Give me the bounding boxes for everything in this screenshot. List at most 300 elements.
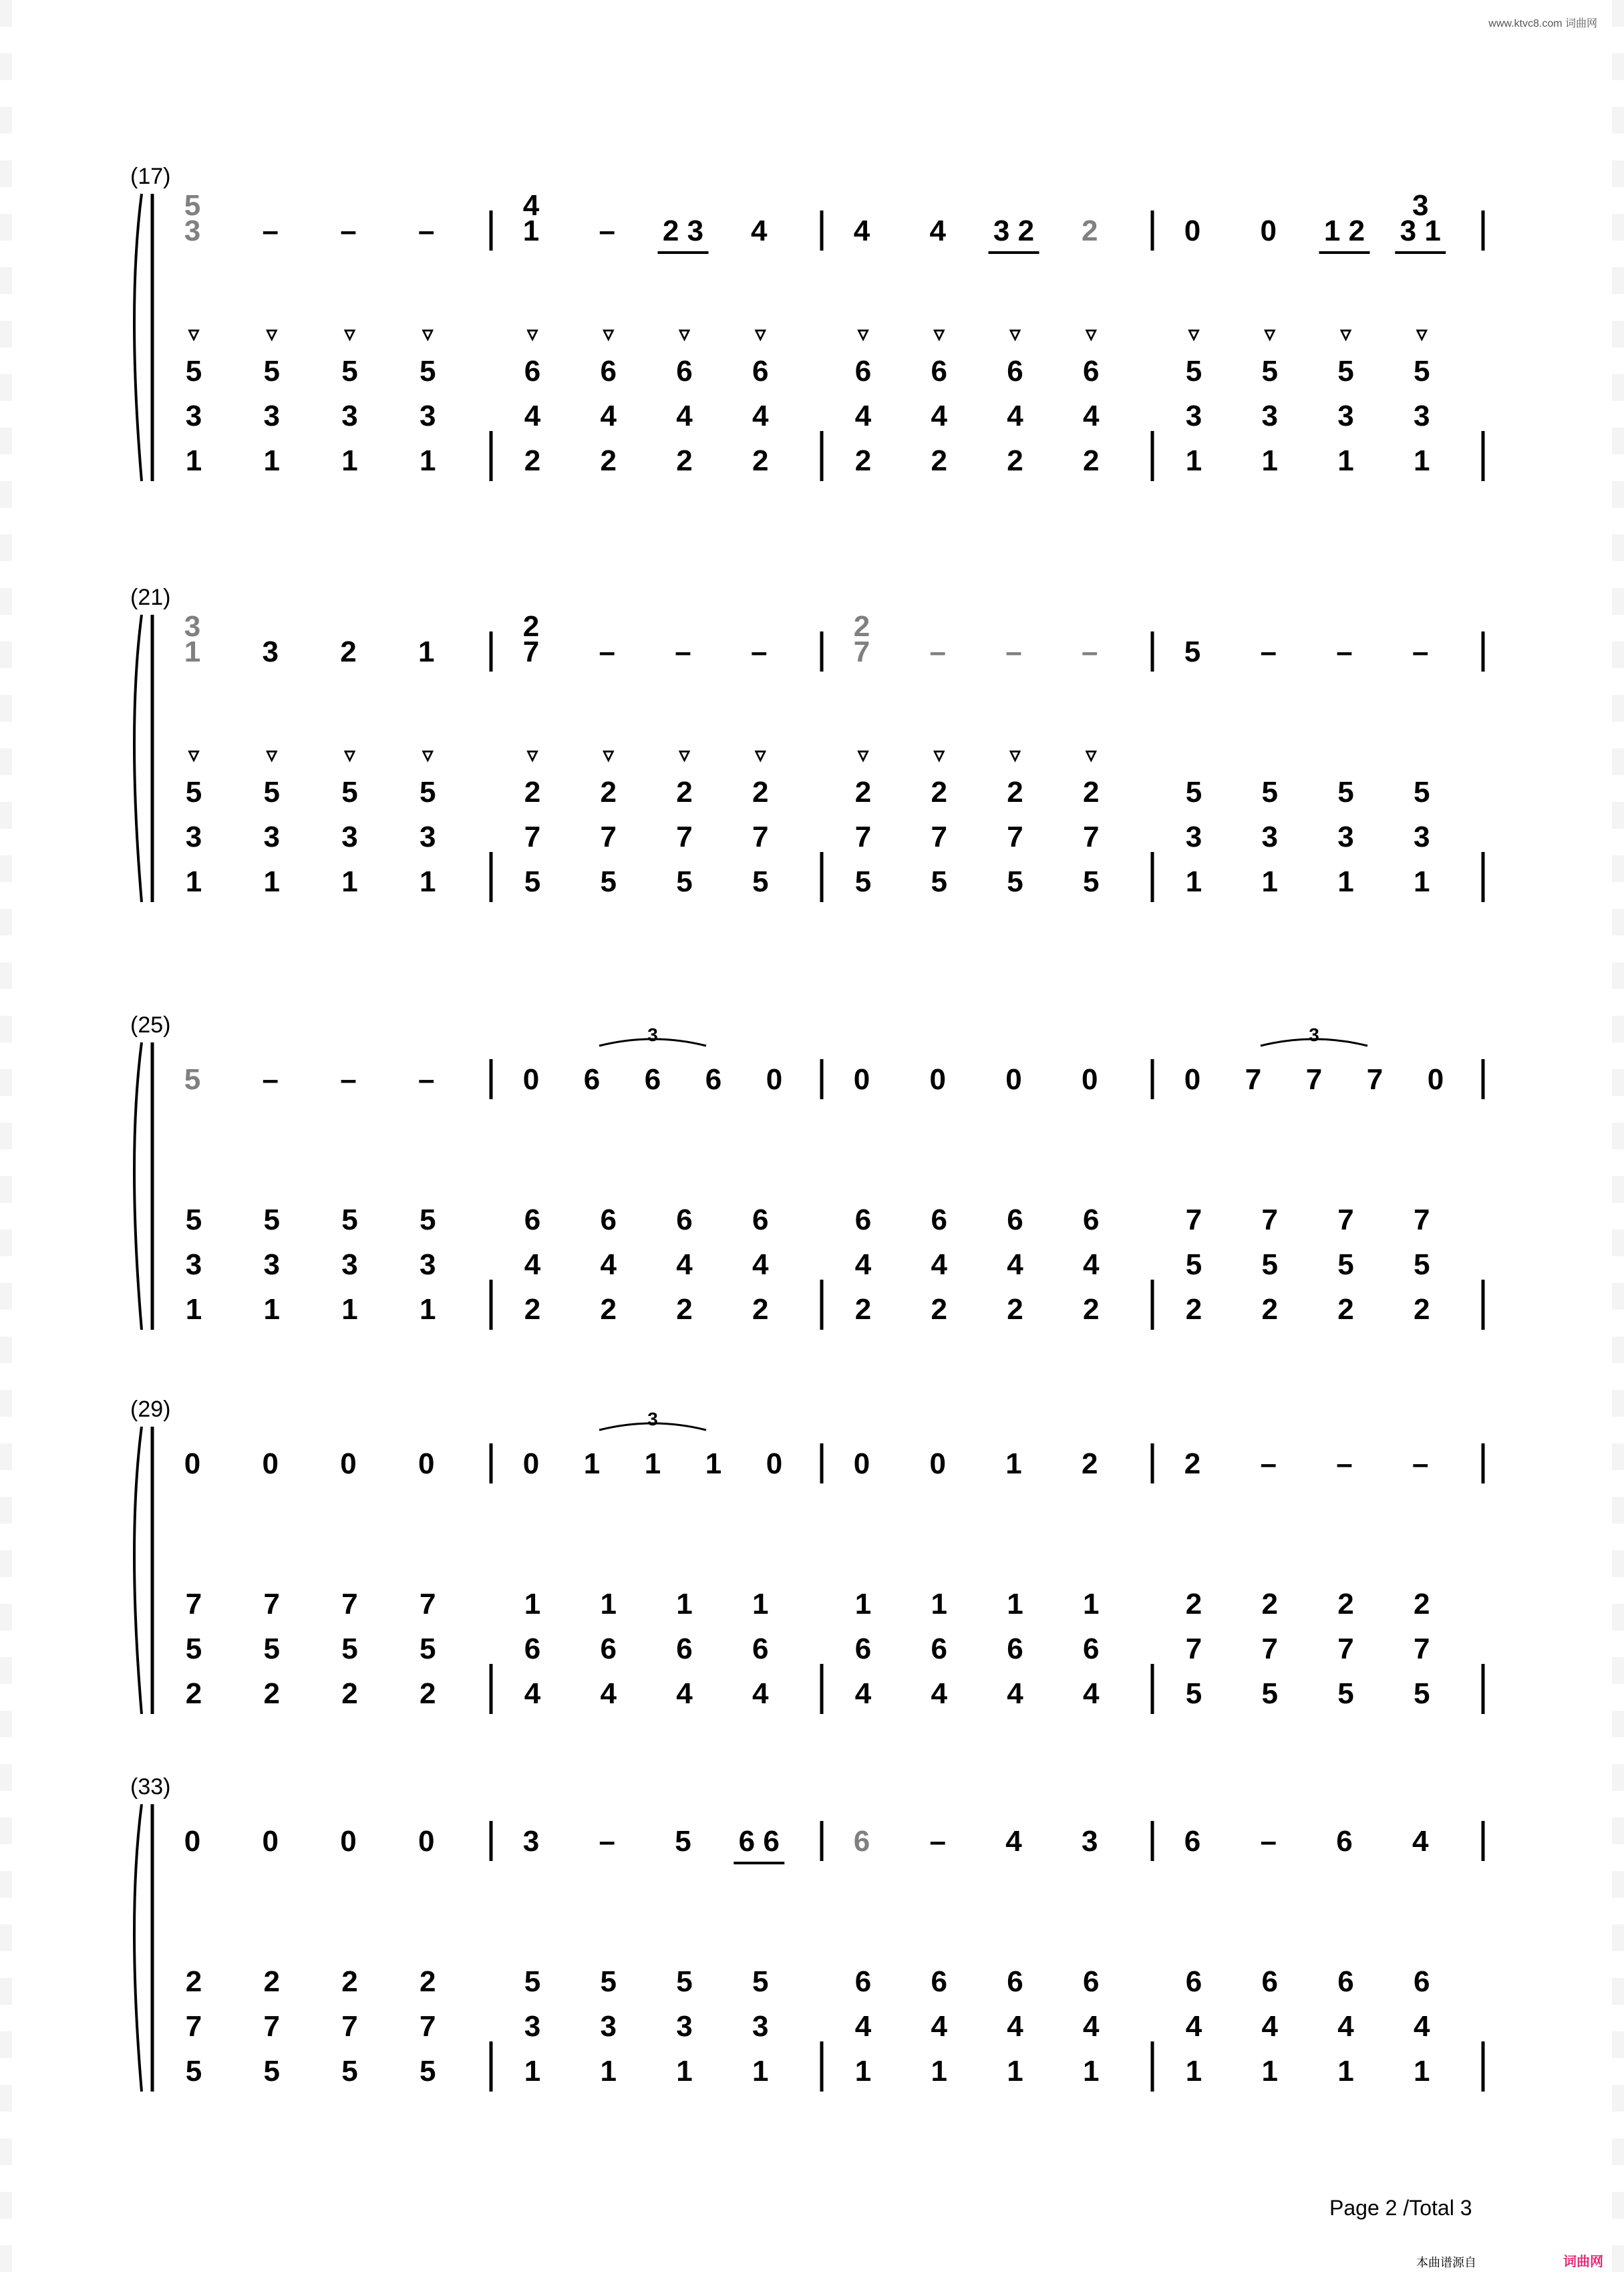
accent-mark: ▿ (344, 321, 355, 345)
chord-note: 5 (1414, 776, 1430, 809)
melody-note: 0 (262, 1825, 279, 1858)
source-label: 本曲谱源自 (1416, 2256, 1476, 2269)
chord-note: 1 (524, 1588, 541, 1620)
chord-note: 3 (420, 1248, 436, 1281)
melody-note: 3 1 (1400, 215, 1441, 247)
system-number: (17) (130, 164, 171, 189)
chord-note: 1 (185, 444, 202, 477)
chord-note: 7 (854, 821, 872, 853)
chord-note: 1 (1337, 2055, 1354, 2088)
chord-note: 5 (185, 1632, 202, 1665)
chord-note: 3 (1414, 821, 1430, 853)
chord-note: 5 (341, 1632, 358, 1665)
chord-note: 2 (600, 1293, 617, 1326)
chord-note: 1 (1261, 444, 1278, 477)
chord-note: 2 (1007, 444, 1023, 477)
melody-note: – (340, 1063, 357, 1096)
melody-note: 7 (522, 635, 540, 668)
melody-note: – (262, 215, 279, 247)
chord-note: 2 (1185, 1293, 1202, 1326)
melody-note: – (751, 635, 768, 668)
chord-note: 3 (1337, 400, 1354, 432)
chord-note: 2 (752, 444, 769, 477)
melody-note: 3 2 (993, 215, 1035, 247)
chord-note: 7 (1337, 1632, 1354, 1665)
chord-note: 6 (1007, 355, 1023, 388)
chord-note: 5 (1414, 1248, 1430, 1281)
accent-mark: ▿ (857, 742, 869, 766)
chord-note: 2 (600, 776, 617, 809)
chord-note: 1 (1083, 2055, 1100, 2088)
chord-note: 6 (1083, 1203, 1100, 1236)
chord-note: 6 (524, 1203, 541, 1236)
chord-note: 7 (1185, 1203, 1202, 1236)
chord-note: 2 (600, 444, 617, 477)
chord-note: 6 (1083, 355, 1100, 388)
accent-mark: ▿ (526, 742, 538, 766)
accent-mark: ▿ (1416, 321, 1428, 345)
melody-note: 0 (766, 1063, 783, 1096)
chord-note: 6 (854, 1632, 872, 1665)
chord-note: 1 (854, 2055, 872, 2088)
chord-note: 4 (600, 1248, 617, 1281)
chord-note: 5 (420, 1203, 436, 1236)
melody-note: 4 (1412, 1825, 1429, 1858)
melody-note: – (1412, 1447, 1429, 1480)
melody-note: 0 (418, 1825, 435, 1858)
chord-note: 1 (676, 2055, 693, 2088)
chord-note: 2 (752, 776, 769, 809)
chord-note: 1 (185, 1293, 202, 1326)
melody-note: 3 (184, 215, 201, 247)
system-brace (134, 615, 142, 902)
chord-note: 2 (676, 776, 693, 809)
chord-note: 1 (524, 2055, 541, 2088)
chord-note: 1 (1414, 865, 1430, 898)
accent-mark: ▿ (1086, 321, 1097, 345)
melody-note: 1 (1005, 1447, 1022, 1480)
chord-note: 5 (676, 1965, 693, 1998)
chord-note: 6 (854, 1203, 872, 1236)
melody-note: 6 6 (738, 1825, 780, 1858)
chord-note: 6 (600, 1632, 617, 1665)
chord-note: 2 (420, 1965, 436, 1998)
melody-note: 6 (705, 1063, 722, 1096)
accent-mark: ▿ (422, 742, 434, 766)
chord-note: 4 (752, 400, 769, 432)
chord-note: 1 (341, 1293, 358, 1326)
chord-note: 4 (524, 1677, 541, 1710)
chord-note: 7 (600, 821, 617, 853)
melody-note: – (262, 1063, 279, 1096)
chord-note: 5 (263, 1203, 280, 1236)
chord-note: 1 (1185, 444, 1202, 477)
accent-mark: ▿ (755, 321, 766, 345)
chord-note: 4 (931, 400, 947, 432)
triplet-label: 3 (647, 1024, 658, 1045)
chord-note: 7 (752, 821, 769, 853)
chord-note: 2 (931, 1293, 947, 1326)
melody-note: 1 (583, 1447, 601, 1480)
chord-note: 2 (1185, 1588, 1202, 1620)
chord-note: 7 (1261, 1203, 1278, 1236)
melody-note: 1 (522, 215, 540, 247)
melody-note: – (599, 635, 615, 668)
chord-note: 3 (341, 400, 358, 432)
chord-note: 6 (931, 355, 947, 388)
melody-note: 2 (1082, 215, 1098, 247)
chord-note: 4 (1083, 400, 1100, 432)
chord-note: 2 (1007, 776, 1023, 809)
chord-note: 5 (1261, 1248, 1278, 1281)
chord-note: 4 (1261, 2010, 1278, 2043)
chord-note: 4 (1083, 2010, 1100, 2043)
chord-note: 7 (341, 2010, 358, 2043)
accent-mark: ▿ (266, 742, 277, 766)
chord-note: 5 (1337, 1677, 1354, 1710)
melody-note: 0 (340, 1825, 357, 1858)
chord-note: 2 (1414, 1293, 1430, 1326)
chord-note: 5 (420, 355, 436, 388)
chord-note: 6 (676, 1203, 693, 1236)
chord-note: 1 (420, 444, 436, 477)
chord-note: 2 (185, 1677, 202, 1710)
chord-note: 5 (1414, 355, 1430, 388)
chord-note: 2 (1083, 1293, 1100, 1326)
melody-note: 6 (644, 1063, 661, 1096)
chord-note: 6 (1083, 1965, 1100, 1998)
chord-note: 2 (931, 444, 947, 477)
chord-note: 6 (752, 1203, 769, 1236)
chord-note: 5 (341, 355, 358, 388)
system-number: (25) (130, 1012, 171, 1038)
chord-note: 1 (931, 2055, 947, 2088)
chord-note: 5 (1261, 355, 1278, 388)
chord-note: 4 (931, 2010, 947, 2043)
chord-note: 1 (1185, 2055, 1202, 2088)
melody-note: 2 (1184, 1447, 1201, 1480)
melody-note: 0 (184, 1447, 201, 1480)
system-brace (134, 1804, 142, 2092)
melody-note: 4 (751, 215, 768, 247)
chord-note: 1 (600, 1588, 617, 1620)
melody-note: 4 (929, 215, 946, 247)
chord-note: 2 (676, 444, 693, 477)
chord-note: 3 (600, 2010, 617, 2043)
chord-note: 4 (854, 1677, 872, 1710)
melody-note: – (1082, 635, 1098, 668)
melody-note: 2 3 (662, 215, 704, 247)
melody-note: 0 (929, 1063, 946, 1096)
melody-note: 4 (1005, 1825, 1022, 1858)
accent-mark: ▿ (603, 742, 614, 766)
melody-upper-note: 3 (1412, 189, 1429, 222)
accent-mark: ▿ (1264, 321, 1275, 345)
chord-note: 2 (752, 1293, 769, 1326)
page-indicator: Page 2 /Total 3 (1329, 2196, 1472, 2220)
chord-note: 2 (854, 776, 872, 809)
chord-note: 7 (931, 821, 947, 853)
chord-note: 4 (1185, 2010, 1202, 2043)
chord-note: 1 (263, 865, 280, 898)
chord-note: 2 (341, 1965, 358, 1998)
accent-mark: ▿ (857, 321, 869, 345)
accent-mark: ▿ (266, 321, 277, 345)
melody-note: – (929, 1825, 946, 1858)
chord-note: 5 (185, 2055, 202, 2088)
chord-note: 6 (1261, 1965, 1278, 1998)
chord-note: 4 (600, 1677, 617, 1710)
chord-note: 5 (524, 1965, 541, 1998)
chord-note: 5 (1185, 1248, 1202, 1281)
chord-note: 4 (752, 1677, 769, 1710)
melody-note: 0 (929, 1447, 946, 1480)
chord-note: 1 (676, 1588, 693, 1620)
chord-note: 3 (420, 400, 436, 432)
chord-note: 4 (854, 400, 872, 432)
chord-note: 1 (1007, 1588, 1023, 1620)
melody-note: 0 (262, 1447, 279, 1480)
chord-note: 2 (854, 444, 872, 477)
chord-note: 5 (420, 2055, 436, 2088)
chord-note: 1 (1261, 2055, 1278, 2088)
chord-note: 1 (420, 865, 436, 898)
melody-note: – (1336, 635, 1353, 668)
melody-note: 2 (340, 635, 357, 668)
chord-note: 5 (1185, 1677, 1202, 1710)
chord-note: 1 (931, 1588, 947, 1620)
chord-note: 6 (1337, 1965, 1354, 1998)
site-url: www.ktvc8.com 词曲网 (1488, 18, 1597, 29)
chord-note: 6 (524, 1632, 541, 1665)
chord-note: 7 (1414, 1203, 1430, 1236)
accent-mark: ▿ (679, 321, 690, 345)
chord-note: 6 (1007, 1965, 1023, 1998)
chord-note: 6 (854, 355, 872, 388)
chord-note: 6 (931, 1203, 947, 1236)
chord-note: 1 (341, 865, 358, 898)
system-number: (29) (130, 1397, 171, 1422)
chord-note: 6 (1007, 1632, 1023, 1665)
chord-note: 5 (676, 865, 693, 898)
chord-note: 4 (931, 1248, 947, 1281)
chord-note: 6 (1185, 1965, 1202, 1998)
melody-note: – (675, 635, 691, 668)
chord-note: 5 (752, 1965, 769, 1998)
melody-note: 3 (262, 635, 279, 668)
chord-note: 2 (1007, 1293, 1023, 1326)
melody-note: 0 (522, 1063, 540, 1096)
melody-note: 6 (1336, 1825, 1353, 1858)
chord-note: 4 (1007, 400, 1023, 432)
chord-note: 5 (185, 355, 202, 388)
chord-note: 1 (600, 2055, 617, 2088)
melody-upper-note: 5 (184, 189, 201, 222)
accent-mark: ▿ (188, 321, 200, 345)
melody-note: 7 (1245, 1063, 1262, 1096)
chord-note: 3 (752, 2010, 769, 2043)
chord-note: 1 (1007, 2055, 1023, 2088)
chord-note: 5 (1414, 1677, 1430, 1710)
melody-note: – (929, 635, 946, 668)
chord-note: 1 (1337, 444, 1354, 477)
chord-note: 2 (1414, 1588, 1430, 1620)
chord-note: 7 (1261, 1632, 1278, 1665)
chord-note: 7 (1083, 821, 1100, 853)
chord-note: 6 (1414, 1965, 1430, 1998)
chord-note: 4 (1337, 2010, 1354, 2043)
system-brace (134, 1427, 142, 1714)
accent-mark: ▿ (344, 742, 355, 766)
melody-note: 7 (853, 635, 870, 668)
chord-note: 6 (931, 1632, 947, 1665)
chord-note: 5 (185, 1203, 202, 1236)
chord-note: 2 (524, 1293, 541, 1326)
chord-note: 2 (1261, 1588, 1278, 1620)
chord-note: 4 (1083, 1677, 1100, 1710)
chord-note: 2 (420, 1677, 436, 1710)
chord-note: 3 (420, 821, 436, 853)
melody-note: – (340, 215, 357, 247)
accent-mark: ▿ (1086, 742, 1097, 766)
chord-note: 5 (1185, 776, 1202, 809)
chord-note: 3 (1337, 821, 1354, 853)
chord-note: 7 (1337, 1203, 1354, 1236)
accent-mark: ▿ (526, 321, 538, 345)
melody-note: – (1005, 635, 1022, 668)
chord-note: 5 (1007, 865, 1023, 898)
source-logo: 词曲网 (1563, 2255, 1603, 2269)
chord-note: 7 (420, 1588, 436, 1620)
melody-note: – (1260, 1825, 1277, 1858)
chord-note: 6 (752, 1632, 769, 1665)
chord-note: 2 (263, 1965, 280, 1998)
chord-note: 5 (263, 1632, 280, 1665)
chord-note: 7 (524, 821, 541, 853)
chord-note: 4 (1007, 2010, 1023, 2043)
chord-note: 6 (600, 1203, 617, 1236)
chord-note: 1 (1185, 865, 1202, 898)
melody-note: 6 (1184, 1825, 1201, 1858)
chord-note: 4 (524, 400, 541, 432)
system-brace (134, 1042, 142, 1330)
chord-note: 4 (676, 1677, 693, 1710)
melody-note: 6 (853, 1825, 870, 1858)
melody-note: 3 (522, 1825, 540, 1858)
chord-note: 2 (185, 1965, 202, 1998)
melody-note: 1 (184, 635, 201, 668)
chord-note: 2 (1083, 444, 1100, 477)
chord-note: 1 (854, 1588, 872, 1620)
chord-note: 1 (1414, 2055, 1430, 2088)
melody-note: 0 (853, 1447, 870, 1480)
chord-note: 5 (600, 1965, 617, 1998)
accent-mark: ▿ (1188, 321, 1200, 345)
chord-note: 7 (341, 1588, 358, 1620)
chord-note: 4 (931, 1677, 947, 1710)
system-number: (21) (130, 585, 171, 610)
chord-note: 4 (524, 1248, 541, 1281)
chord-note: 3 (1261, 400, 1278, 432)
chord-note: 7 (1414, 1632, 1430, 1665)
chord-note: 2 (1083, 776, 1100, 809)
chord-note: 5 (263, 355, 280, 388)
melody-note: 0 (1260, 215, 1277, 247)
accent-mark: ▿ (603, 321, 614, 345)
chord-note: 5 (1337, 1248, 1354, 1281)
melody-note: 0 (522, 1447, 540, 1480)
melody-note: 0 (340, 1447, 357, 1480)
chord-note: 1 (1414, 444, 1430, 477)
accent-mark: ▿ (755, 742, 766, 766)
melody-upper-note: 4 (522, 189, 540, 222)
melody-note: 0 (1005, 1063, 1022, 1096)
melody-note: 0 (853, 1063, 870, 1096)
chord-note: 3 (263, 1248, 280, 1281)
melody-note: – (1260, 635, 1277, 668)
chord-note: 7 (420, 2010, 436, 2043)
chord-note: 7 (263, 2010, 280, 2043)
chord-note: 4 (1083, 1248, 1100, 1281)
melody-note: 6 (583, 1063, 601, 1096)
chord-note: 4 (676, 400, 693, 432)
chord-note: 1 (1337, 865, 1354, 898)
chord-note: 3 (341, 821, 358, 853)
chord-note: 2 (1337, 1588, 1354, 1620)
chord-note: 2 (1337, 1293, 1354, 1326)
chord-note: 5 (263, 2055, 280, 2088)
accent-mark: ▿ (1340, 321, 1351, 345)
accent-mark: ▿ (933, 321, 945, 345)
chord-note: 3 (263, 821, 280, 853)
melody-note: – (1336, 1447, 1353, 1480)
chord-note: 6 (676, 1632, 693, 1665)
chord-note: 1 (752, 2055, 769, 2088)
melody-note: 0 (1082, 1063, 1098, 1096)
chord-note: 3 (263, 400, 280, 432)
chord-note: 2 (854, 1293, 872, 1326)
melody-note: 1 (418, 635, 435, 668)
chord-note: 6 (752, 355, 769, 388)
chord-note: 1 (1083, 1588, 1100, 1620)
chord-note: 3 (1185, 400, 1202, 432)
system-number: (33) (130, 1774, 171, 1800)
chord-note: 4 (676, 1248, 693, 1281)
chord-note: 6 (931, 1965, 947, 1998)
chord-note: 2 (524, 776, 541, 809)
chord-note: 3 (341, 1248, 358, 1281)
chord-note: 1 (1261, 865, 1278, 898)
melody-note: 0 (1184, 215, 1201, 247)
melody-note: 0 (1184, 1063, 1201, 1096)
melody-note: – (418, 1063, 435, 1096)
melody-upper-note: 2 (522, 610, 540, 643)
chord-note: 2 (1261, 1293, 1278, 1326)
melody-note: 0 (418, 1447, 435, 1480)
chord-note: 3 (524, 2010, 541, 2043)
melody-note: 1 2 (1323, 215, 1365, 247)
chord-note: 2 (341, 1677, 358, 1710)
chord-note: 4 (1007, 1677, 1023, 1710)
chord-note: 6 (1083, 1632, 1100, 1665)
chord-note: 6 (600, 355, 617, 388)
melody-note: – (1412, 635, 1429, 668)
melody-upper-note: 2 (853, 610, 870, 643)
accent-mark: ▿ (933, 742, 945, 766)
chord-note: 6 (524, 355, 541, 388)
chord-note: 7 (263, 1588, 280, 1620)
triplet-label: 3 (1309, 1024, 1319, 1045)
